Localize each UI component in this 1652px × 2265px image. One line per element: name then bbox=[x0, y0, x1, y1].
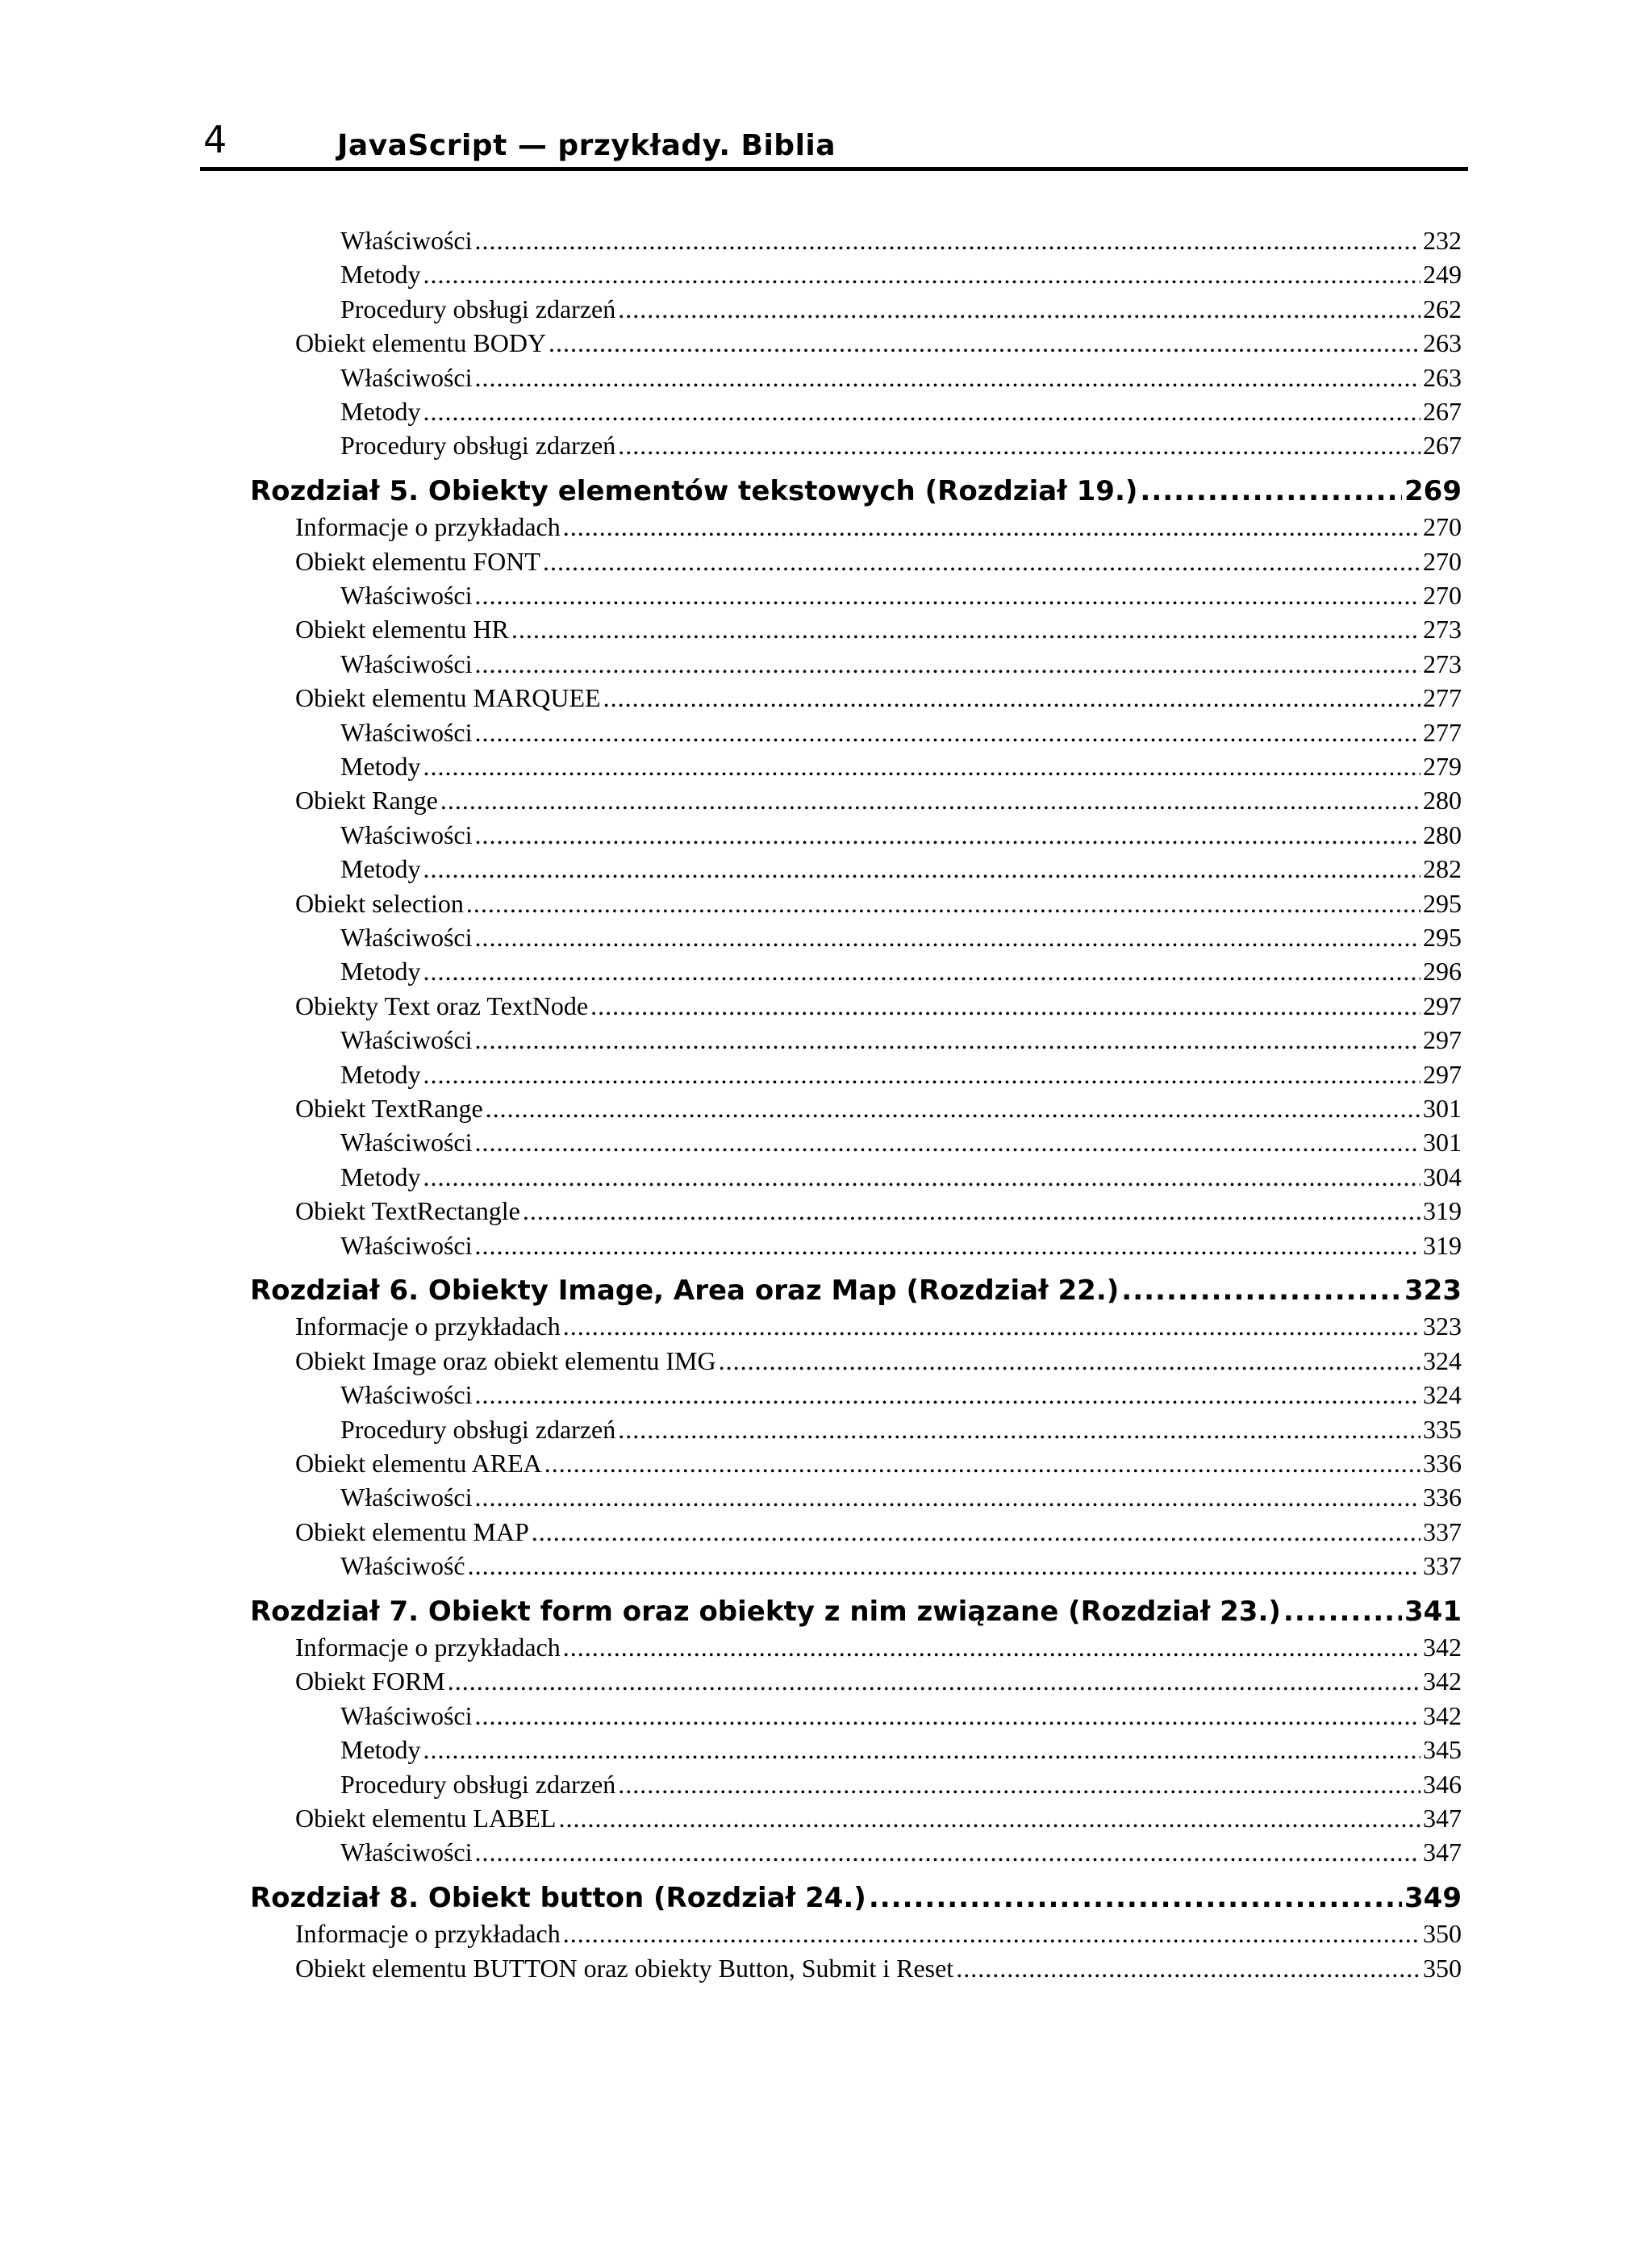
toc-page-number: 324 bbox=[1423, 1380, 1462, 1410]
toc-page-number: 296 bbox=[1423, 957, 1462, 987]
toc-entry-title: Właściwości bbox=[340, 1230, 473, 1260]
toc-entry bbox=[295, 1802, 1462, 1834]
toc-page-number: 347 bbox=[1423, 1804, 1462, 1833]
toc-entry-title: Rozdział 7. Obiekt form oraz obiekty z nim związane (Rozdział 23.) bbox=[250, 1595, 1281, 1628]
toc-entry bbox=[340, 395, 1462, 428]
toc-page-number: 337 bbox=[1423, 1551, 1462, 1581]
toc-entry bbox=[340, 1058, 1462, 1091]
toc-dot-leader bbox=[563, 1917, 1420, 1950]
toc-entry bbox=[340, 579, 1462, 611]
toc-entry-title: Obiekt elementu BODY bbox=[295, 328, 547, 358]
toc-dot-leader bbox=[466, 887, 1420, 920]
toc-entry bbox=[295, 327, 1462, 359]
toc-entry-title: Informacje o przykładach bbox=[295, 1919, 561, 1949]
toc-entry-title: Metody bbox=[340, 260, 421, 290]
toc-dot-leader bbox=[590, 990, 1420, 1022]
toc-entry bbox=[340, 429, 1462, 461]
toc-dot-leader bbox=[475, 1481, 1421, 1513]
toc-page-number: 324 bbox=[1423, 1345, 1462, 1375]
toc-entry-title: Właściwości bbox=[340, 1700, 473, 1730]
toc-entry-title: Obiekt elementu AREA bbox=[295, 1449, 542, 1478]
toc-page-number: 304 bbox=[1423, 1162, 1462, 1191]
toc-entry-title: Właściwość bbox=[340, 1551, 465, 1581]
toc-entry bbox=[295, 682, 1462, 714]
toc-entry-title: Właściwości bbox=[340, 362, 473, 392]
toc-entry-title: Obiekt elementu LABEL bbox=[295, 1804, 557, 1833]
toc-entry-title: Rozdział 5. Obiekty elementów tekstowych (Rozdział 19.) bbox=[250, 474, 1138, 507]
toc-page-number: 273 bbox=[1423, 649, 1462, 678]
toc-dot-leader bbox=[423, 395, 1420, 428]
toc-entry bbox=[295, 1310, 1462, 1342]
toc-entry bbox=[295, 990, 1462, 1022]
toc-entry bbox=[295, 887, 1462, 920]
toc-page-number: 280 bbox=[1423, 820, 1462, 849]
toc-dot-leader bbox=[1140, 473, 1402, 509]
toc-page-number: 282 bbox=[1423, 854, 1462, 884]
toc-page-number: 249 bbox=[1423, 260, 1462, 290]
toc-entry-title: Właściwości bbox=[340, 1483, 473, 1512]
toc-page-number: 277 bbox=[1423, 683, 1462, 713]
toc-entry-title: Metody bbox=[340, 957, 421, 987]
toc-entry-title: Metody bbox=[340, 1059, 421, 1089]
toc-entry bbox=[340, 293, 1462, 325]
toc-dot-leader bbox=[440, 784, 1420, 816]
toc-dot-leader bbox=[423, 1058, 1420, 1091]
toc-entry-title: Rozdział 8. Obiekt button (Rozdział 24.) bbox=[250, 1881, 866, 1914]
toc-page-number: 345 bbox=[1423, 1735, 1462, 1765]
toc-page-number: 323 bbox=[1404, 1274, 1462, 1307]
toc-dot-leader bbox=[1283, 1594, 1402, 1629]
toc-entry-title: Właściwości bbox=[340, 649, 473, 678]
toc-dot-leader bbox=[423, 1733, 1420, 1766]
toc-dot-leader bbox=[468, 1550, 1420, 1582]
toc-page-number: 267 bbox=[1423, 431, 1462, 461]
toc-dot-leader bbox=[475, 819, 1421, 851]
toc-page-number: 280 bbox=[1423, 786, 1462, 815]
toc-entry-title: Metody bbox=[340, 854, 421, 884]
toc-entry-title: Informacje o przykładach bbox=[295, 1633, 561, 1662]
toc-entry-title: Obiekt Range bbox=[295, 786, 438, 815]
toc-entry bbox=[340, 648, 1462, 680]
toc-entry-title: Obiekt TextRectangle bbox=[295, 1196, 520, 1226]
toc-chapter-heading bbox=[250, 1594, 1462, 1629]
toc-entry-title: Obiekt elementu FONT bbox=[295, 546, 540, 576]
toc-entry bbox=[340, 955, 1462, 987]
toc-entry-title: Informacje o przykładach bbox=[295, 1312, 561, 1341]
toc-entry-title: Rozdział 6. Obiekty Image, Area oraz Map (Rozdział 22.) bbox=[250, 1274, 1120, 1307]
toc-dot-leader bbox=[869, 1880, 1402, 1916]
toc-chapter-heading bbox=[250, 1880, 1462, 1916]
toc-dot-leader bbox=[475, 1229, 1421, 1262]
toc-entry-title: Metody bbox=[340, 1735, 421, 1765]
toc-page-number: 262 bbox=[1423, 294, 1462, 323]
toc-page-number: 342 bbox=[1423, 1666, 1462, 1696]
toc-entry-title: Właściwości bbox=[340, 581, 473, 610]
toc-dot-leader bbox=[475, 579, 1421, 611]
toc-entry bbox=[340, 1024, 1462, 1056]
toc-entry bbox=[295, 1447, 1462, 1479]
toc-page-number: 346 bbox=[1423, 1769, 1462, 1799]
toc-dot-leader bbox=[486, 1092, 1420, 1124]
toc-page-number: 301 bbox=[1423, 1128, 1462, 1158]
toc-dot-leader bbox=[448, 1665, 1420, 1697]
toc-entry-title: Właściwości bbox=[340, 923, 473, 952]
toc-page-number: 295 bbox=[1423, 888, 1462, 918]
toc-page-number: 342 bbox=[1423, 1633, 1462, 1662]
toc-entry bbox=[340, 361, 1462, 394]
toc-page-number: 273 bbox=[1423, 615, 1462, 644]
toc-dot-leader bbox=[423, 1161, 1420, 1193]
toc-page-number: 277 bbox=[1423, 717, 1462, 747]
toc-entry bbox=[340, 1836, 1462, 1868]
toc-dot-leader bbox=[618, 429, 1420, 461]
toc-entry bbox=[340, 1229, 1462, 1262]
toc-dot-leader bbox=[603, 682, 1420, 714]
toc-entry-title: Obiekt elementu MARQUEE bbox=[295, 683, 601, 713]
toc-page-number: 269 bbox=[1404, 474, 1462, 507]
toc-dot-leader bbox=[523, 1195, 1420, 1227]
toc-entry bbox=[340, 853, 1462, 885]
toc-page-number: 350 bbox=[1423, 1953, 1462, 1983]
toc-entry bbox=[295, 1345, 1462, 1377]
toc-entry bbox=[340, 1161, 1462, 1193]
toc-page-number: 319 bbox=[1423, 1230, 1462, 1260]
toc-entry-title: Obiekt selection bbox=[295, 888, 464, 918]
toc-dot-leader bbox=[423, 853, 1420, 885]
toc-dot-leader bbox=[475, 361, 1421, 394]
toc-dot-leader bbox=[475, 1126, 1421, 1158]
toc-page-number: 336 bbox=[1423, 1483, 1462, 1512]
toc-dot-leader bbox=[423, 955, 1420, 987]
toc-page-number: 267 bbox=[1423, 397, 1462, 426]
toc-dot-leader bbox=[423, 750, 1420, 782]
toc-entry bbox=[295, 1952, 1462, 1984]
toc-chapter-heading bbox=[250, 1273, 1462, 1308]
toc-entry bbox=[295, 545, 1462, 578]
toc-entry-title: Właściwości bbox=[340, 820, 473, 849]
toc-entry-title: Procedury obsługi zdarzeń bbox=[340, 294, 616, 323]
toc-entry-title: Obiekty Text oraz TextNode bbox=[295, 991, 589, 1020]
toc-entry bbox=[340, 258, 1462, 290]
toc-entry bbox=[295, 1631, 1462, 1663]
toc-dot-leader bbox=[618, 1413, 1420, 1445]
toc-page-number: 323 bbox=[1423, 1312, 1462, 1341]
toc-entry bbox=[340, 819, 1462, 851]
toc-dot-leader bbox=[475, 921, 1421, 953]
toc-entry bbox=[340, 1126, 1462, 1158]
toc-dot-leader bbox=[563, 1310, 1420, 1342]
toc-entry bbox=[295, 784, 1462, 816]
toc-page-number: 270 bbox=[1423, 546, 1462, 576]
toc-entry bbox=[340, 1413, 1462, 1445]
toc-dot-leader bbox=[618, 293, 1420, 325]
toc-dot-leader bbox=[544, 1447, 1420, 1479]
toc-dot-leader bbox=[532, 1516, 1420, 1548]
toc-entry bbox=[340, 1768, 1462, 1800]
toc-entry-title: Właściwości bbox=[340, 717, 473, 747]
toc-entry-title: Procedury obsługi zdarzeń bbox=[340, 1769, 616, 1799]
toc-page-number: 349 bbox=[1404, 1881, 1462, 1914]
toc-page-number: 270 bbox=[1423, 512, 1462, 542]
toc-entry bbox=[340, 750, 1462, 782]
toc-dot-leader bbox=[475, 224, 1421, 257]
toc-page-number: 297 bbox=[1423, 1025, 1462, 1055]
toc-entry bbox=[340, 921, 1462, 953]
toc-page-number: 263 bbox=[1423, 328, 1462, 358]
toc-dot-leader bbox=[475, 1836, 1421, 1868]
toc-entry bbox=[340, 1481, 1462, 1513]
toc-entry-title: Procedury obsługi zdarzeń bbox=[340, 431, 616, 461]
toc-page-number: 301 bbox=[1423, 1094, 1462, 1123]
toc-entry bbox=[295, 613, 1462, 645]
toc-entry bbox=[340, 224, 1462, 257]
toc-chapter-heading bbox=[250, 473, 1462, 509]
toc-page-number: 279 bbox=[1423, 752, 1462, 781]
toc-page-number: 297 bbox=[1423, 991, 1462, 1020]
toc-page-number: 347 bbox=[1423, 1837, 1462, 1867]
toc-entry-title: Właściwości bbox=[340, 1025, 473, 1055]
toc-dot-leader bbox=[956, 1952, 1420, 1984]
toc-entry-title: Właściwości bbox=[340, 226, 473, 255]
toc-entry-title: Metody bbox=[340, 397, 421, 426]
toc-dot-leader bbox=[475, 648, 1421, 680]
toc-entry-title: Właściwości bbox=[340, 1128, 473, 1158]
toc-dot-leader bbox=[475, 716, 1421, 749]
toc-dot-leader bbox=[423, 258, 1420, 290]
toc-entry bbox=[340, 716, 1462, 749]
toc-page-number: 263 bbox=[1423, 362, 1462, 392]
toc-entry bbox=[295, 1092, 1462, 1124]
running-title: JavaScript — przykłady. Biblia bbox=[337, 129, 836, 162]
toc-dot-leader bbox=[719, 1345, 1420, 1377]
toc-entry-title: Informacje o przykładach bbox=[295, 512, 561, 542]
toc-page-number: 337 bbox=[1423, 1516, 1462, 1546]
toc-entry bbox=[295, 1665, 1462, 1697]
toc-entry-title: Właściwości bbox=[340, 1380, 473, 1410]
toc-dot-leader bbox=[543, 545, 1420, 578]
toc-dot-leader bbox=[1121, 1273, 1402, 1308]
toc-dot-leader bbox=[563, 1631, 1420, 1663]
toc-page-number: 341 bbox=[1404, 1595, 1462, 1628]
toc-entry bbox=[295, 1917, 1462, 1950]
toc-entry-title: Metody bbox=[340, 752, 421, 781]
toc-entry-title: Obiekt TextRange bbox=[295, 1094, 483, 1123]
toc-entry bbox=[340, 1379, 1462, 1411]
toc-page-number: 350 bbox=[1423, 1919, 1462, 1949]
toc-entry bbox=[340, 1550, 1462, 1582]
page-number: 4 bbox=[203, 118, 227, 161]
toc-dot-leader bbox=[563, 511, 1420, 543]
toc-page-number: 342 bbox=[1423, 1700, 1462, 1730]
toc-dot-leader bbox=[558, 1802, 1420, 1834]
toc-page-number: 319 bbox=[1423, 1196, 1462, 1226]
toc-dot-leader bbox=[475, 1024, 1421, 1056]
toc-entry-title: Metody bbox=[340, 1162, 421, 1191]
toc-entry bbox=[295, 511, 1462, 543]
toc-dot-leader bbox=[549, 327, 1420, 359]
toc-entry-title: Obiekt elementu BUTTON oraz obiekty Button, Submit i Reset bbox=[295, 1953, 954, 1983]
toc-entry-title: Obiekt elementu MAP bbox=[295, 1516, 529, 1546]
toc-page-number: 270 bbox=[1423, 581, 1462, 610]
toc-entry-title: Obiekt FORM bbox=[295, 1666, 445, 1696]
toc-entry-title: Obiekt elementu HR bbox=[295, 615, 509, 644]
toc-entry bbox=[295, 1516, 1462, 1548]
toc-entry bbox=[295, 1195, 1462, 1227]
toc-entry-title: Procedury obsługi zdarzeń bbox=[340, 1414, 616, 1444]
toc-entry-title: Obiekt Image oraz obiekt elementu IMG bbox=[295, 1345, 716, 1375]
toc-page-number: 232 bbox=[1423, 226, 1462, 255]
toc-page-number: 335 bbox=[1423, 1414, 1462, 1444]
toc-page-number: 295 bbox=[1423, 923, 1462, 952]
toc-dot-leader bbox=[475, 1700, 1421, 1732]
toc-dot-leader bbox=[511, 613, 1420, 645]
toc-dot-leader bbox=[475, 1379, 1421, 1411]
toc-dot-leader bbox=[618, 1768, 1420, 1800]
toc-entry bbox=[340, 1700, 1462, 1732]
toc-entry bbox=[340, 1733, 1462, 1766]
toc-page-number: 297 bbox=[1423, 1059, 1462, 1089]
toc-entry-title: Właściwości bbox=[340, 1837, 473, 1867]
toc-page-number: 336 bbox=[1423, 1449, 1462, 1478]
